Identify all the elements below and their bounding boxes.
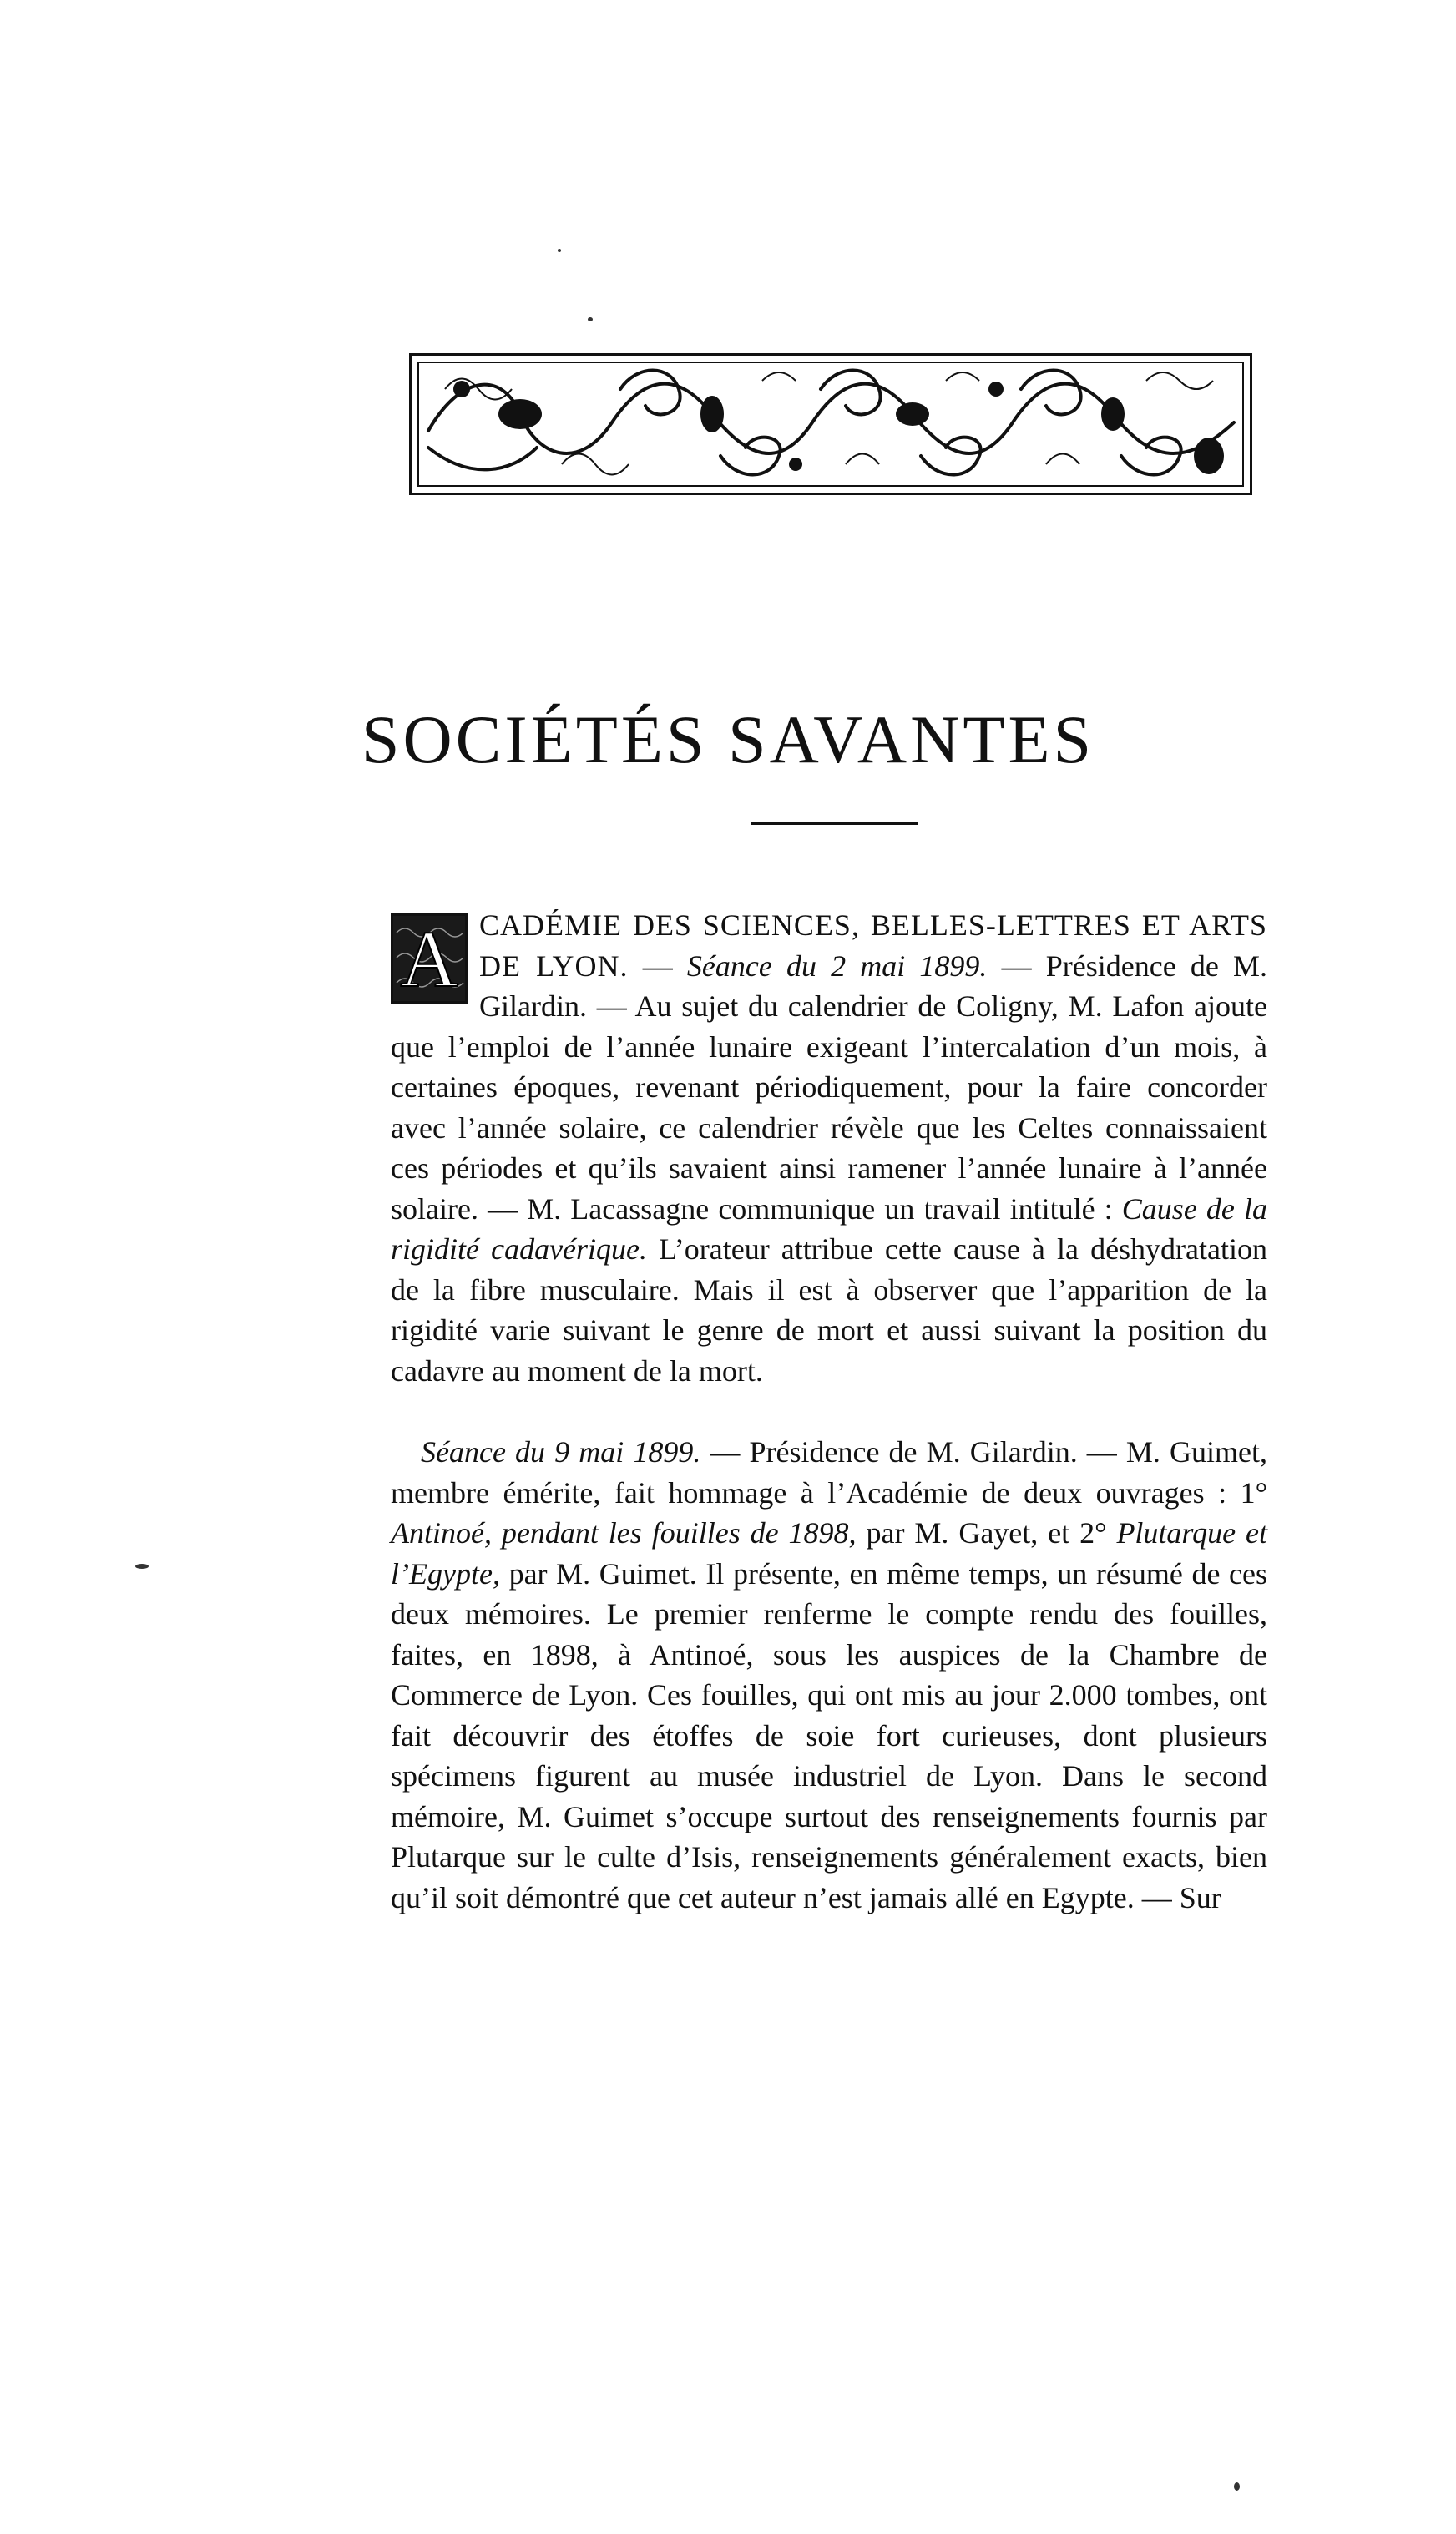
print-speck [1234,2482,1240,2491]
paragraph-text: par M. Gayet, et 2° [856,1516,1117,1550]
session-date: Séance du 9 mai 1899. [421,1435,701,1469]
ornamental-headpiece [409,353,1252,495]
session-date: Séance du 2 mai 1899. [686,948,988,983]
paragraph-text: — Présidence de M. Gilardin. — M. Guimet, membre émérite, fait hommage à l’Académie de deux ouvrages : 1° [391,1435,1267,1510]
paragraph-text: L’orateur attribue cette cause à la déshydratation de la fibre musculaire. Mais il est à observer que l’apparition de la rigidité varie suivant le genre de mort et aussi suivant la position du cadavre au moment de la mort. [391,1232,1268,1388]
print-speck [588,317,593,321]
work-title: Plutarque et l’Egypte, [391,1516,1267,1591]
paragraph-heading: CADÉMIE DES SCIENCES, BELLES-LETTRES ET ARTS DE LYON. [479,908,1267,983]
ornamental-foliage-headpiece-icon [412,356,1250,493]
paragraph-text: — Présidence de M. Gilardin. — Au sujet du calendrier de Coligny, M. Lafon ajoute que l’emploi de l’année lunaire exigeant l’intercalation d’un mois, à certaines époques, revenant périodiquement, pour la faire concorder avec l’année solaire, ce calendrier révèle que les Celtes connaissaient ces périodes et qu’ils savaient ainsi ramener l’année lunaire à l’année solaire. — M. Lacassagne communique un travail intitulé : [391,948,1267,1226]
paragraph-seance-9-mai [391,1432,1267,1918]
work-title: Antinoé, pendant les fouilles de 1898, [391,1516,857,1550]
paragraph-text: par M. Guimet. Il présente, en même temps, un résumé de ces deux mémoires. Le premier renferme le compte rendu des fouilles, faites, en 1898, à Antinoé, sous les auspices de la Chambre de Commerce de Lyon. Ces fouilles, qui ont mis au jour 2.000 tombes, ont fait découvrir des étoffes de soie fort curieuses, dont plusieurs spécimens figurent au musée industriel de Lyon. Dans le second mémoire, M. Guimet s’occupe surtout des renseignements fournis par Plutarque sur le culte d’Isis, renseignements généralement exacts, bien qu’il soit démontré que cet auteur n’est jamais allé en Egypte. — Sur [391,1556,1267,1914]
work-title: Cause de la rigidité cadavérique. [391,1191,1268,1266]
paragraph-academie-seance-2-mai [391,905,1267,1391]
print-speck [135,1564,149,1569]
heading-dash: — [628,948,687,983]
print-speck [558,249,561,252]
page-title: SOCIÉTÉS SAVANTES [361,701,1095,777]
title-rule [751,822,918,825]
drop-cap [391,913,468,1004]
drop-cap-letter: A [400,914,458,1004]
